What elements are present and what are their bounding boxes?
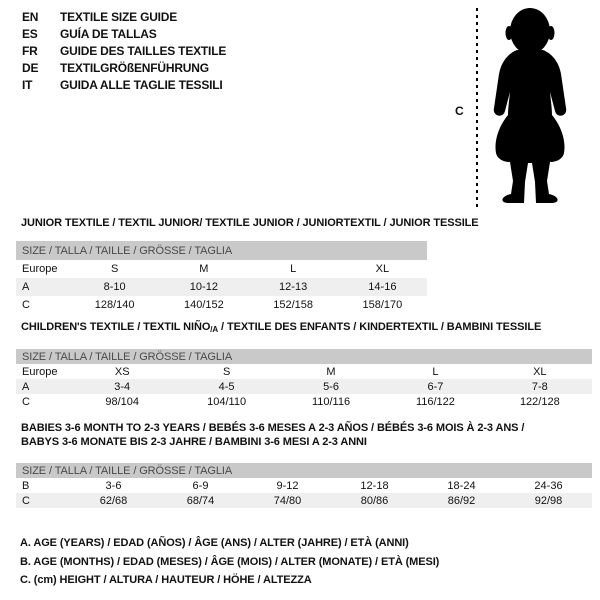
- language-row-en: [22, 9, 226, 26]
- row-label: A: [22, 281, 30, 293]
- size-value: 98/104: [105, 395, 140, 408]
- table-row: [16, 379, 592, 394]
- size-value: 10-12: [189, 281, 218, 293]
- size-value: 3-4: [114, 380, 131, 393]
- size-value: 128/140: [94, 299, 135, 311]
- size-value: 24-36: [534, 479, 563, 492]
- size-value: 86/92: [447, 494, 476, 507]
- size-value: XL: [533, 365, 547, 378]
- language-title: TEXTILE SIZE GUIDE: [60, 10, 178, 24]
- size-value: 4-5: [218, 380, 235, 393]
- size-value: 12-18: [360, 479, 389, 492]
- table-row: [16, 394, 592, 409]
- size-value: 152/158: [273, 299, 313, 311]
- babies-textile-table: [16, 421, 592, 508]
- height-measure-line: [476, 8, 478, 210]
- size-value: 116/122: [415, 395, 455, 408]
- size-value: 18-24: [447, 479, 476, 492]
- table-title: [21, 321, 592, 336]
- size-value: 62/68: [99, 494, 128, 507]
- size-value: 8-10: [103, 281, 126, 293]
- baby-silhouette-icon: [483, 6, 577, 210]
- row-label: B: [22, 479, 30, 492]
- legend: [20, 534, 439, 590]
- language-title: TEXTILGRÖßENFÜHRUNG: [60, 61, 209, 75]
- size-value: 68/74: [186, 494, 215, 507]
- size-value: S: [110, 263, 119, 275]
- table-row: [16, 493, 592, 508]
- size-value: 3-6: [105, 479, 122, 492]
- height-measure-label: C: [455, 104, 464, 118]
- size-value: 7-8: [531, 380, 548, 393]
- language-code: IT: [22, 78, 33, 92]
- size-value: 158/170: [362, 299, 403, 311]
- size-header-bar: SIZE / TALLA / TAILLE / GRÖSSE / TAGLIA: [16, 463, 592, 478]
- size-value: 12-13: [279, 281, 308, 293]
- language-title-list: [22, 9, 226, 94]
- language-row-es: [22, 26, 226, 43]
- table-title-text: / TEXTILE DES ENFANTS / KINDERTEXTIL / BAMBINI TESSILE: [218, 321, 542, 333]
- table-row: [16, 478, 592, 493]
- legend-line-a: A. AGE (YEARS) / EDAD (AÑOS) / ÂGE (ANS) / ALTER (JAHRE) / ETÀ (ANNI): [20, 537, 409, 549]
- table-title-line: BABYS 3-6 MONATE BIS 2-3 JAHRE / BAMBINI 3-6 MESI A 2-3 ANNI: [21, 436, 367, 448]
- junior-textile-table: [16, 217, 479, 314]
- size-value: XL: [375, 263, 390, 275]
- size-value: 9-12: [276, 479, 299, 492]
- childrens-textile-table: [16, 321, 592, 409]
- language-row-it: [22, 77, 226, 94]
- size-value: L: [432, 365, 439, 378]
- table-row: [16, 296, 427, 314]
- language-code: ES: [22, 27, 38, 41]
- size-value: M: [199, 263, 209, 275]
- size-value: 74/80: [273, 494, 302, 507]
- size-value: S: [222, 365, 231, 378]
- size-value: 6-7: [427, 380, 444, 393]
- size-value: 80/86: [360, 494, 389, 507]
- table-title-subscript: /A: [210, 325, 219, 334]
- size-value: 110/116: [311, 395, 351, 408]
- row-label: C: [22, 395, 30, 408]
- language-row-fr: [22, 43, 226, 60]
- legend-line-c: C. (cm) HEIGHT / ALTURA / HAUTEUR / HÖHE / ALTEZZA: [20, 574, 312, 586]
- language-title: GUIDA ALLE TAGLIE TESSILI: [60, 78, 223, 92]
- language-code: DE: [22, 61, 39, 75]
- size-value: 140/152: [183, 299, 224, 311]
- table-title-line: BABIES 3-6 MONTH TO 2-3 YEARS / BEBÉS 3-6 MESES A 2-3 AÑOS / BÉBÉS 3-6 MOIS À 2-3 ANS /: [21, 422, 525, 434]
- size-value: 5-6: [323, 380, 339, 393]
- row-label: A: [22, 380, 30, 393]
- row-label: C: [22, 299, 30, 311]
- size-value: 92/98: [534, 494, 563, 507]
- row-label: Europe: [22, 263, 58, 275]
- table-title: [21, 421, 592, 449]
- size-value: L: [290, 263, 297, 275]
- table-title: JUNIOR TEXTILE / TEXTIL JUNIOR/ TEXTILE JUNIOR / JUNIORTEXTIL / JUNIOR TESSILE: [21, 217, 479, 229]
- size-value: 6-9: [192, 479, 209, 492]
- size-value: M: [326, 365, 336, 378]
- language-title: GUIDE DES TAILLES TEXTILE: [60, 44, 227, 58]
- language-title: GUÍA DE TALLAS: [60, 27, 157, 41]
- language-row-de: [22, 60, 226, 77]
- size-value: 122/128: [519, 395, 560, 408]
- size-value: 14-16: [368, 281, 397, 293]
- legend-line-b: B. AGE (MONTHS) / EDAD (MESES) / ÂGE (MOIS) / ALTER (MONATE) / ETÀ (MESI): [20, 555, 440, 568]
- row-label: Europe: [22, 365, 58, 378]
- table-title-text: CHILDREN'S TEXTILE / TEXTIL NIÑO: [21, 321, 211, 333]
- size-header-bar: SIZE / TALLA / TAILLE / GRÖSSE / TAGLIA: [16, 349, 592, 364]
- language-code: FR: [22, 44, 38, 58]
- language-code: EN: [22, 10, 39, 24]
- size-header-bar: SIZE / TALLA / TAILLE / GRÖSSE / TAGLIA: [16, 241, 427, 260]
- size-value: 104/110: [207, 395, 247, 408]
- table-row: [16, 278, 427, 296]
- table-row: [16, 364, 592, 379]
- size-value: XS: [114, 365, 130, 378]
- row-label: C: [22, 494, 30, 507]
- table-row: [16, 260, 427, 278]
